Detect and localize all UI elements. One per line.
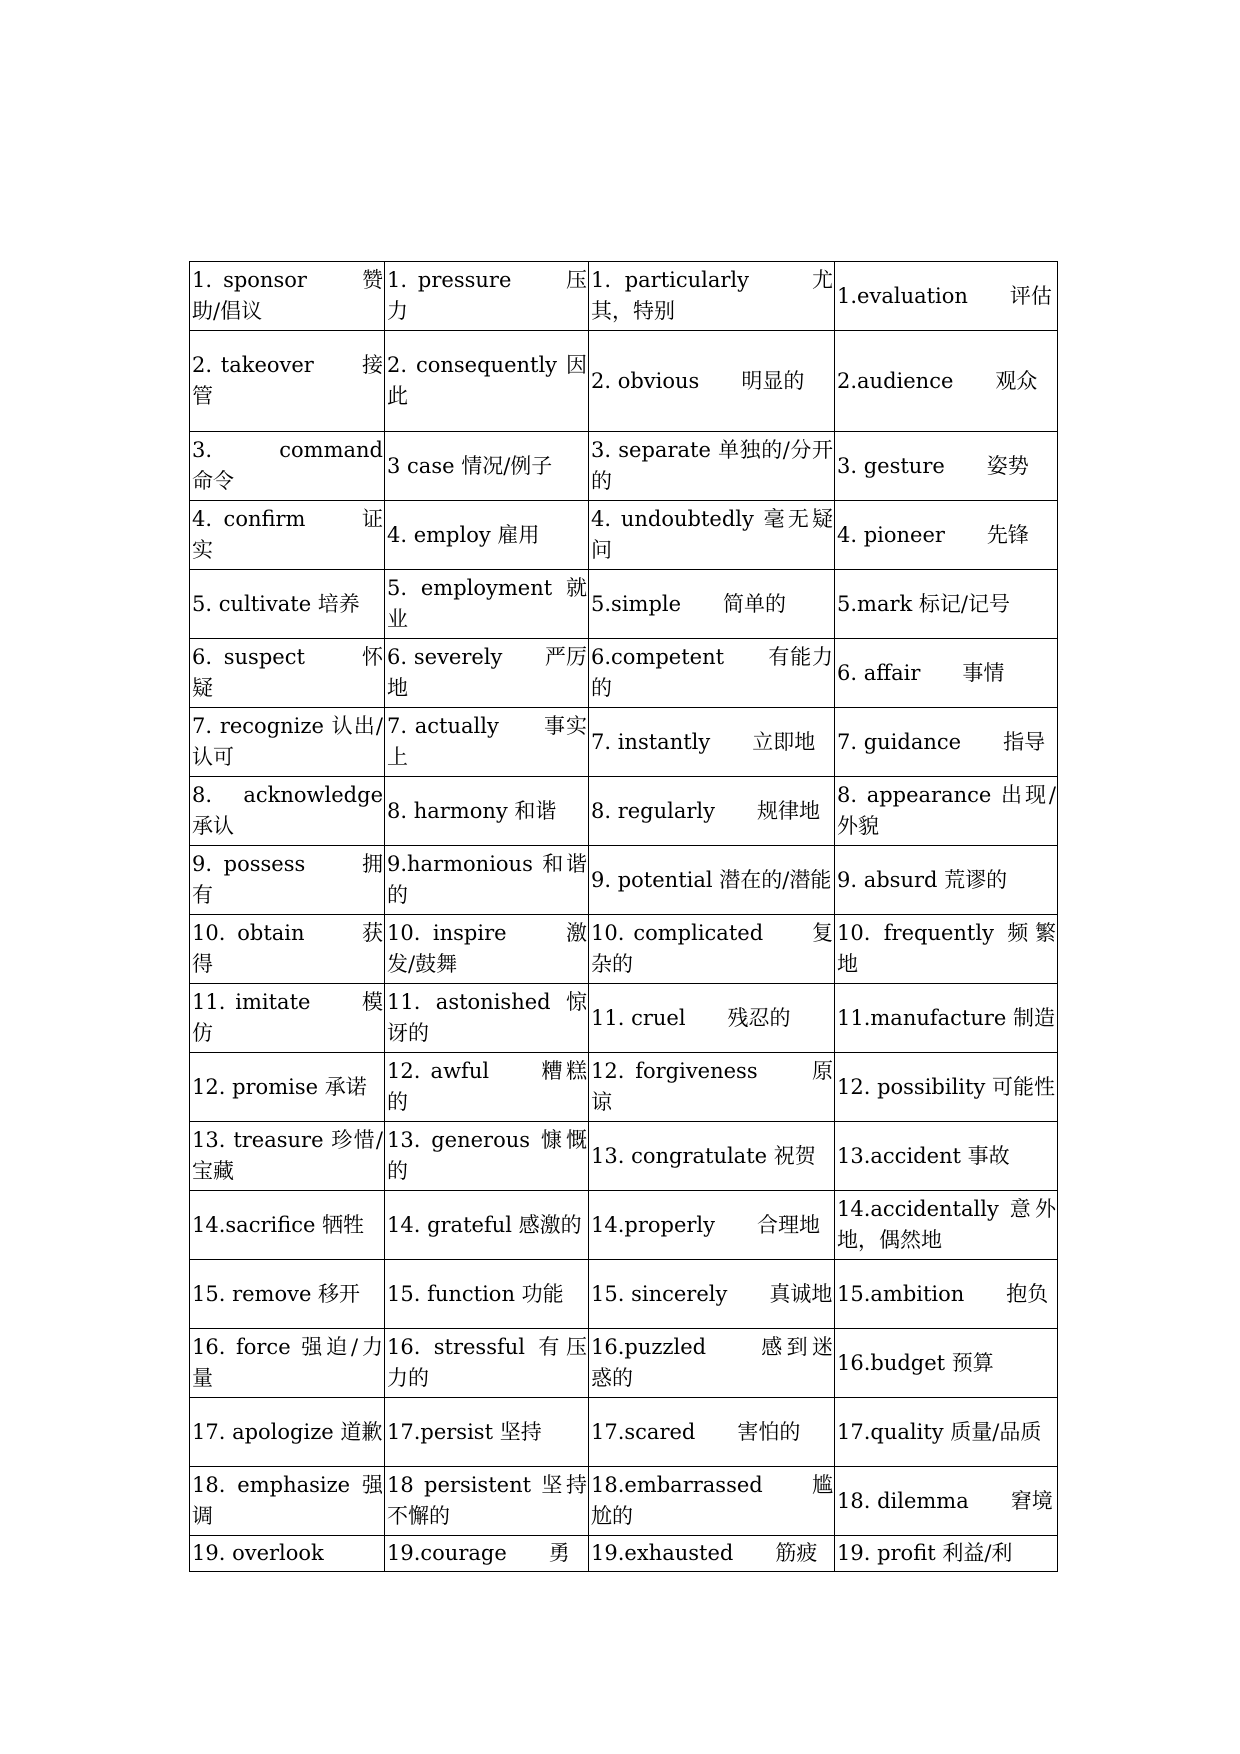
vocab-cell: 15.ambition 抱负	[835, 1260, 1058, 1329]
vocab-cell: 6. suspect 怀疑	[190, 639, 385, 708]
vocab-cell: 2. consequently 因此	[385, 331, 589, 432]
table-row	[190, 262, 1058, 331]
vocab-cell: 1. particularly 尤其，特别	[589, 262, 835, 331]
vocab-cell: 6. severely 严厉地	[385, 639, 589, 708]
vocab-cell: 7. actually 事实上	[385, 708, 589, 777]
vocab-cell: 9. possess 拥有	[190, 846, 385, 915]
vocab-cell: 14.sacrifice 牺牲	[190, 1191, 385, 1260]
table-row	[190, 432, 1058, 501]
vocabulary-table-body	[190, 262, 1058, 1572]
vocab-cell: 1.evaluation 评估	[835, 262, 1058, 331]
vocab-cell: 17. apologize 道歉	[190, 1398, 385, 1467]
table-row	[190, 984, 1058, 1053]
vocab-cell: 6. affair 事情	[835, 639, 1058, 708]
table-row	[190, 1329, 1058, 1398]
vocab-cell: 2. obvious 明显的	[589, 331, 835, 432]
vocab-cell: 12. awful 糟糕的	[385, 1053, 589, 1122]
vocab-cell: 14. grateful 感激的	[385, 1191, 589, 1260]
vocabulary-table	[189, 261, 1058, 1572]
table-row	[190, 1122, 1058, 1191]
vocab-cell: 6.competent 有能力的	[589, 639, 835, 708]
vocab-cell: 5.simple 简单的	[589, 570, 835, 639]
vocab-cell: 17.scared 害怕的	[589, 1398, 835, 1467]
vocab-cell: 2.audience 观众	[835, 331, 1058, 432]
vocab-cell: 10. inspire 激发/鼓舞	[385, 915, 589, 984]
vocab-cell: 15. function 功能	[385, 1260, 589, 1329]
vocab-cell: 8. regularly 规律地	[589, 777, 835, 846]
vocab-cell: 1. pressure 压力	[385, 262, 589, 331]
vocab-cell: 1. sponsor 赞助/倡议	[190, 262, 385, 331]
table-row	[190, 570, 1058, 639]
table-row	[190, 1398, 1058, 1467]
vocab-cell: 8. appearance 出现/外貌	[835, 777, 1058, 846]
vocab-cell: 14.properly 合理地	[589, 1191, 835, 1260]
table-row	[190, 915, 1058, 984]
table-row	[190, 1467, 1058, 1536]
vocab-cell: 4. confirm 证实	[190, 501, 385, 570]
vocab-cell: 16.puzzled 感到迷 惑的	[589, 1329, 835, 1398]
vocab-cell: 5. employment 就业	[385, 570, 589, 639]
vocab-cell: 16. force 强迫/力量	[190, 1329, 385, 1398]
vocab-cell: 16. stressful 有压力的	[385, 1329, 589, 1398]
table-row	[190, 1536, 1058, 1572]
vocab-cell: 13. congratulate 祝贺	[589, 1122, 835, 1191]
table-row	[190, 639, 1058, 708]
vocab-cell: 12. possibility 可能性	[835, 1053, 1058, 1122]
vocab-cell: 19.exhausted 筋疲	[589, 1536, 835, 1572]
table-row	[190, 777, 1058, 846]
vocab-cell: 8. harmony 和谐	[385, 777, 589, 846]
vocab-cell: 11. astonished 惊讶的	[385, 984, 589, 1053]
vocab-cell: 13. treasure 珍惜/宝藏	[190, 1122, 385, 1191]
vocab-cell: 2. takeover 接管	[190, 331, 385, 432]
vocab-cell: 11. imitate 模仿	[190, 984, 385, 1053]
table-row	[190, 708, 1058, 777]
vocab-cell: 11. cruel 残忍的	[589, 984, 835, 1053]
vocab-cell: 14.accidentally 意外地，偶然地	[835, 1191, 1058, 1260]
vocab-cell: 18. dilemma 窘境	[835, 1467, 1058, 1536]
vocab-cell: 15. remove 移开	[190, 1260, 385, 1329]
vocab-cell: 5. cultivate 培养	[190, 570, 385, 639]
vocab-cell: 7. recognize 认出/认可	[190, 708, 385, 777]
table-row	[190, 1053, 1058, 1122]
vocab-cell: 16.budget 预算	[835, 1329, 1058, 1398]
vocab-cell: 4. undoubtedly 毫无疑问	[589, 501, 835, 570]
vocab-cell: 15. sincerely 真诚地	[589, 1260, 835, 1329]
vocab-cell: 5.mark 标记/记号	[835, 570, 1058, 639]
vocab-cell: 12. forgiveness 原谅	[589, 1053, 835, 1122]
vocab-cell: 3. gesture 姿势	[835, 432, 1058, 501]
vocab-cell: 17.persist 坚持	[385, 1398, 589, 1467]
table-row	[190, 501, 1058, 570]
table-row	[190, 1260, 1058, 1329]
vocab-cell: 4. pioneer 先锋	[835, 501, 1058, 570]
vocab-cell: 7. guidance 指导	[835, 708, 1058, 777]
vocab-cell: 8. acknowledge 承认	[190, 777, 385, 846]
vocab-cell: 11.manufacture 制造	[835, 984, 1058, 1053]
vocab-cell: 12. promise 承诺	[190, 1053, 385, 1122]
vocab-cell: 10. complicated 复杂的	[589, 915, 835, 984]
vocab-cell: 9.harmonious 和谐的	[385, 846, 589, 915]
vocab-cell: 18. emphasize 强调	[190, 1467, 385, 1536]
vocab-cell: 9. potential 潜在的/潜能	[589, 846, 835, 915]
vocab-cell: 13. generous 慷慨的	[385, 1122, 589, 1191]
table-row	[190, 1191, 1058, 1260]
vocab-cell: 3. command 命令	[190, 432, 385, 501]
vocab-cell: 19. overlook	[190, 1536, 385, 1572]
vocab-cell: 3 case 情况/例子	[385, 432, 589, 501]
vocab-cell: 18 persistent 坚持不懈的	[385, 1467, 589, 1536]
vocab-cell: 19. profit 利益/利	[835, 1536, 1058, 1572]
table-row	[190, 331, 1058, 432]
vocab-cell: 18.embarrassed 尴尬的	[589, 1467, 835, 1536]
vocab-cell: 19.courage 勇	[385, 1536, 589, 1572]
vocab-cell: 3. separate 单独的/分开的	[589, 432, 835, 501]
vocab-cell: 13.accident 事故	[835, 1122, 1058, 1191]
vocab-cell: 10. frequently 频繁地	[835, 915, 1058, 984]
table-row	[190, 846, 1058, 915]
vocab-cell: 9. absurd 荒谬的	[835, 846, 1058, 915]
vocab-cell: 17.quality 质量/品质	[835, 1398, 1058, 1467]
vocab-cell: 10. obtain 获得	[190, 915, 385, 984]
vocab-cell: 4. employ 雇用	[385, 501, 589, 570]
vocab-cell: 7. instantly 立即地	[589, 708, 835, 777]
